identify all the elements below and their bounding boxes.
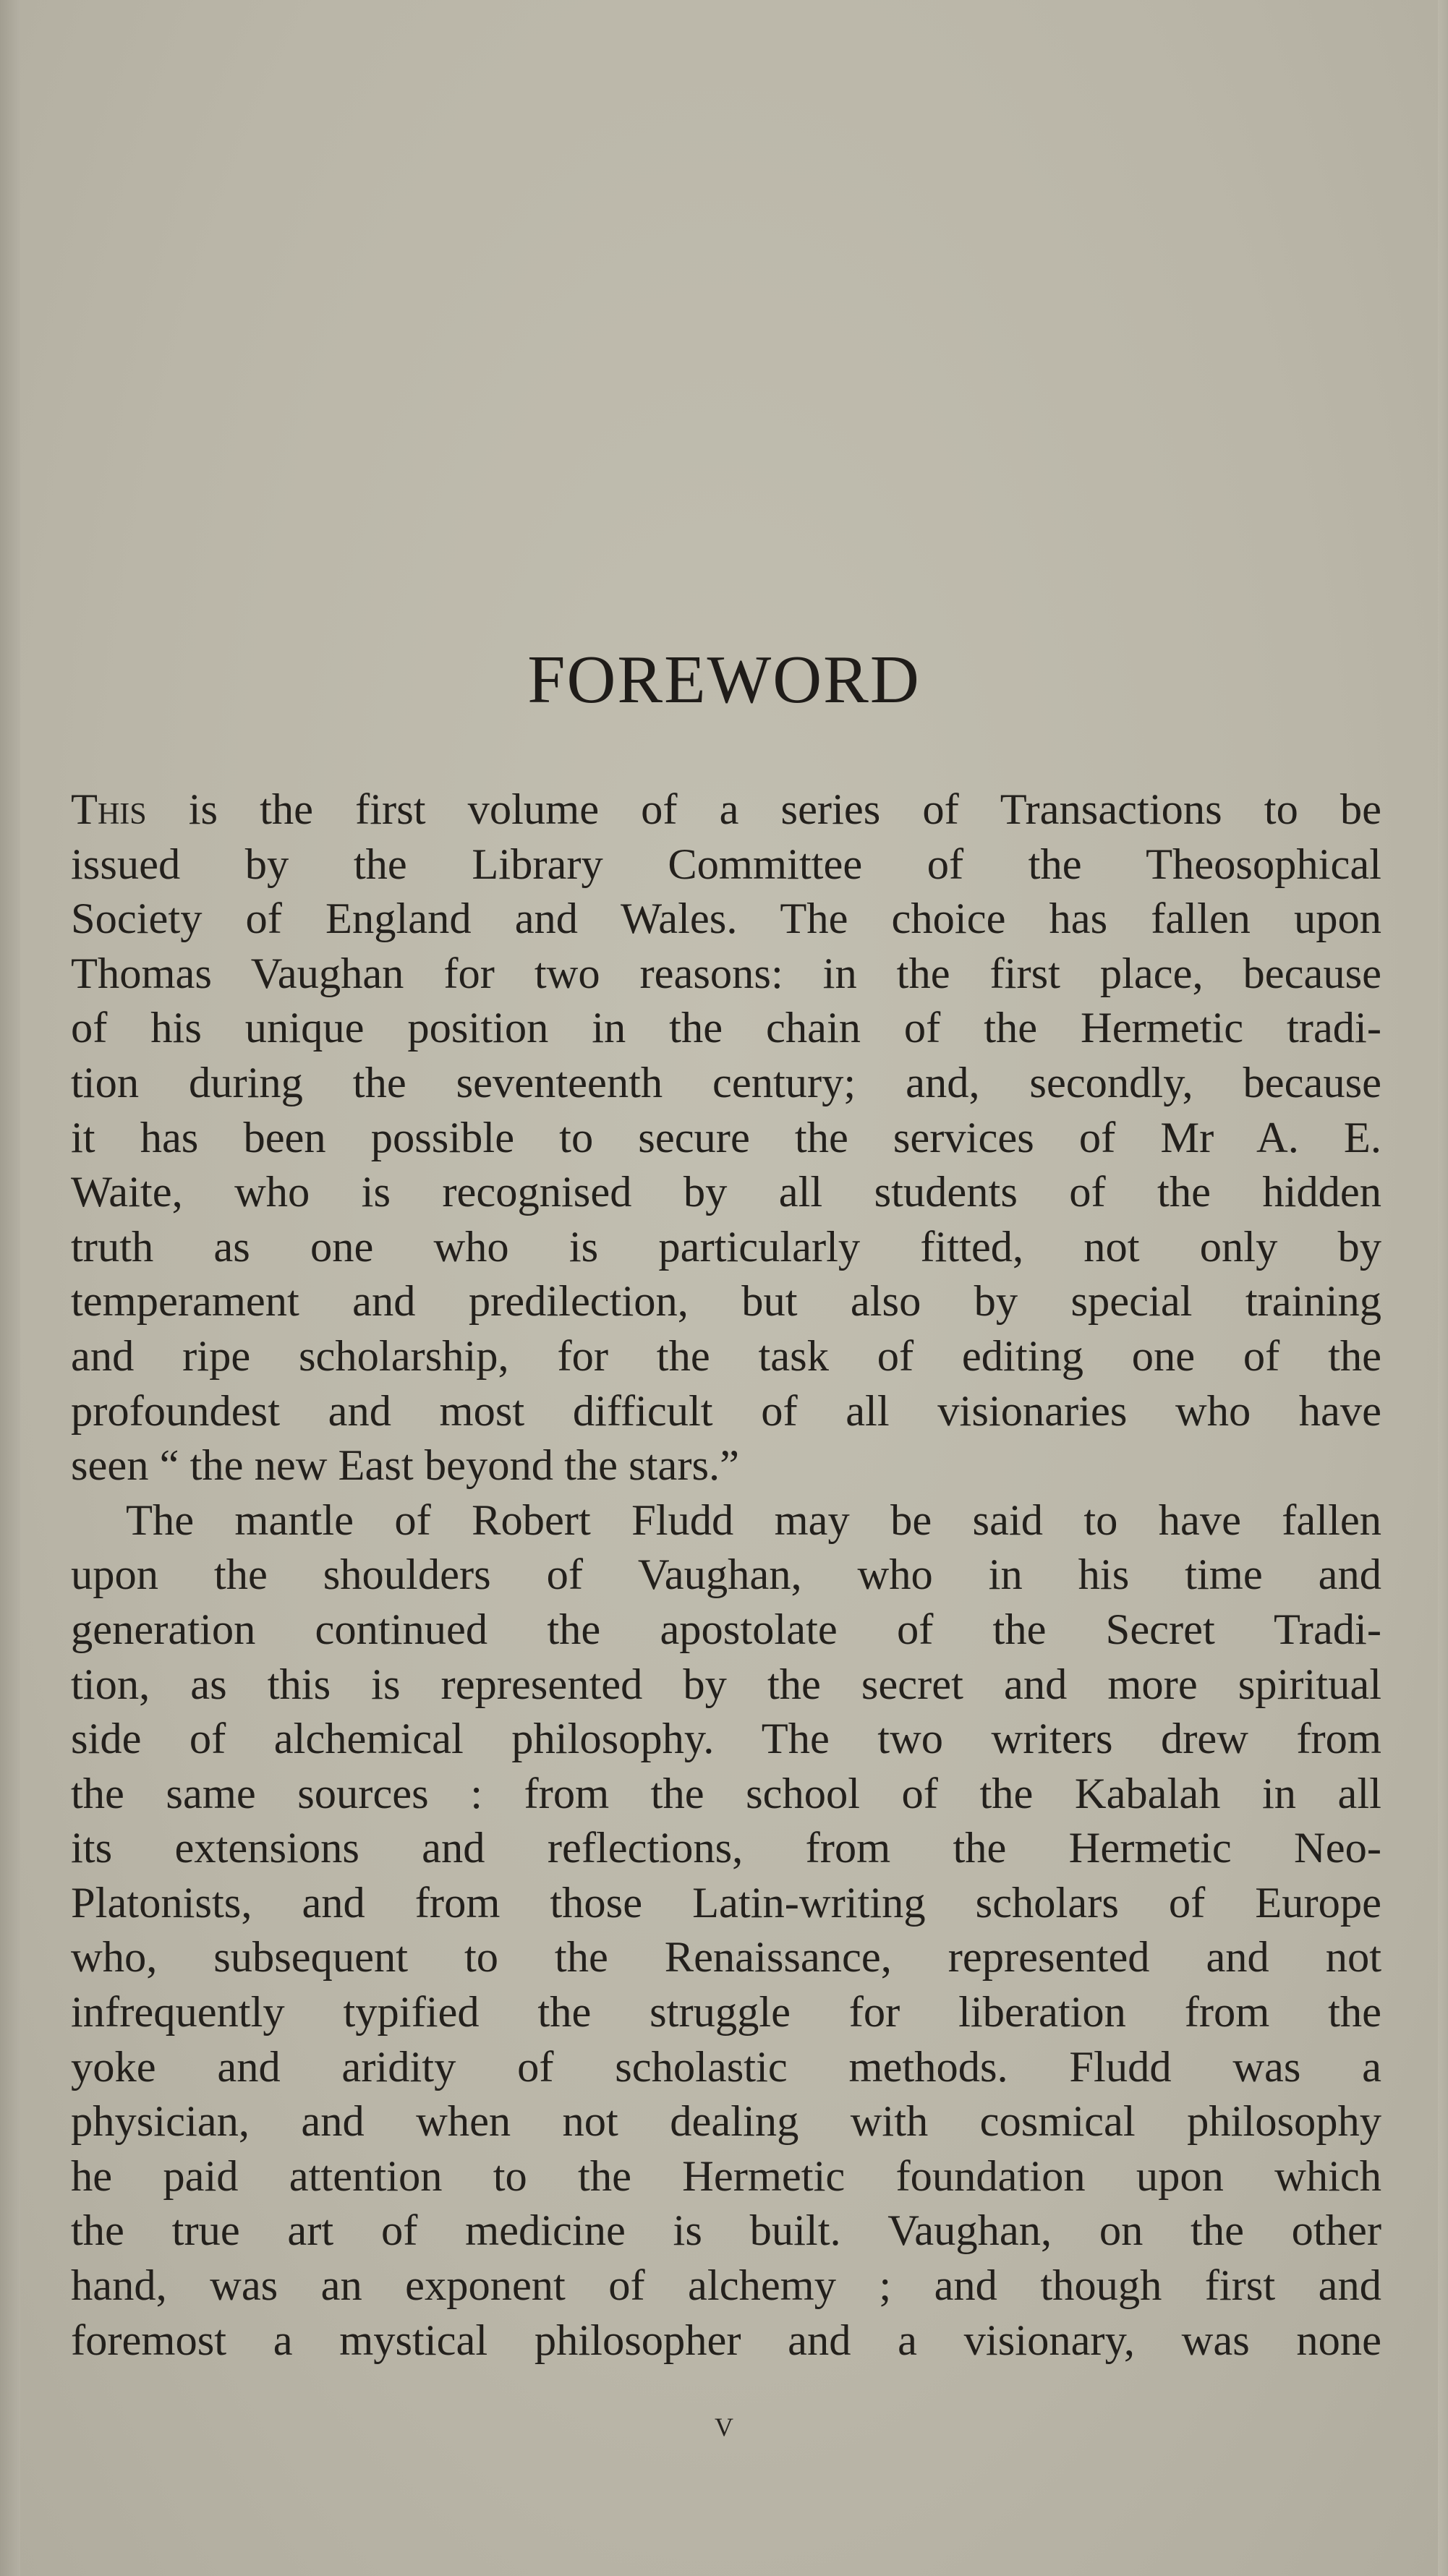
text-line: yoke and aridity of scholastic methods. Fludd was a (71, 2042, 1381, 2091)
text-line: the same sources : from the school of the Kabalah in all (71, 1769, 1381, 1818)
text-line: Thomas Vaughan for two reasons: in the first place, because (71, 949, 1381, 998)
text-line: side of alchemical philosophy. The two writers drew from (71, 1715, 1381, 1764)
text-line: hand, was an exponent of alchemy ; and though first and (71, 2261, 1381, 2311)
text-line: tion, as this is represented by the secret and more spiritual (71, 1660, 1381, 1709)
text-line: issued by the Library Committee of the Theosophical (71, 840, 1381, 889)
text-line: Waite, who is recognised by all students of the hidden (71, 1168, 1381, 1217)
text-line: upon the shoulders of Vaughan, who in his time and (71, 1551, 1381, 1600)
text-line: temperament and predilection, but also by special training (71, 1277, 1381, 1326)
text-line: tion during the seventeenth century; and, secondly, because (71, 1058, 1381, 1107)
text-line: he paid attention to the Hermetic foundation upon which (71, 2151, 1381, 2201)
text-line: its extensions and reflections, from the Hermetic Neo- (71, 1824, 1381, 1873)
foreword-body (71, 782, 1381, 2368)
text-line: The mantle of Robert Fludd may be said to have fallen (126, 1496, 1381, 1545)
page-title: FOREWORD (527, 642, 921, 717)
text-line: it has been possible to secure the services of Mr A. E. (71, 1113, 1381, 1162)
text-line: Platonists, and from those Latin-writing scholars of Europe (71, 1878, 1381, 1927)
text-line: infrequently typified the struggle for liberation from the (71, 1988, 1381, 2037)
page-number: v (715, 2403, 733, 2444)
text-line: the true art of medicine is built. Vaughan, on the other (71, 2206, 1381, 2256)
text-line: generation continued the apostolate of the Secret Tradi- (71, 1605, 1381, 1654)
text-line: foremost a mystical philosopher and a visionary, was none (71, 2316, 1381, 2365)
text-line: profoundest and most difficult of all visionaries who have (71, 1386, 1381, 1436)
text-line: truth as one who is particularly fitted, not only by (71, 1222, 1381, 1271)
text-line: physician, and when not dealing with cosmical philosophy (71, 2097, 1381, 2146)
text-line: Society of England and Wales. The choice has fallen upon (71, 895, 1381, 944)
text-line: This is the first volume of a series of Transactions to be (71, 785, 1381, 834)
text-line: seen “ the new East beyond the stars.” (71, 1441, 739, 1490)
text-line: and ripe scholarship, for the task of editing one of the (71, 1331, 1381, 1381)
text-line: of his unique position in the chain of the Hermetic tradi- (71, 1004, 1381, 1053)
drop-word: This (71, 785, 147, 834)
page-right-edge (1438, 0, 1448, 2576)
text-line: who, subsequent to the Renaissance, represented and not (71, 1933, 1381, 1982)
page-left-edge (0, 0, 20, 2576)
